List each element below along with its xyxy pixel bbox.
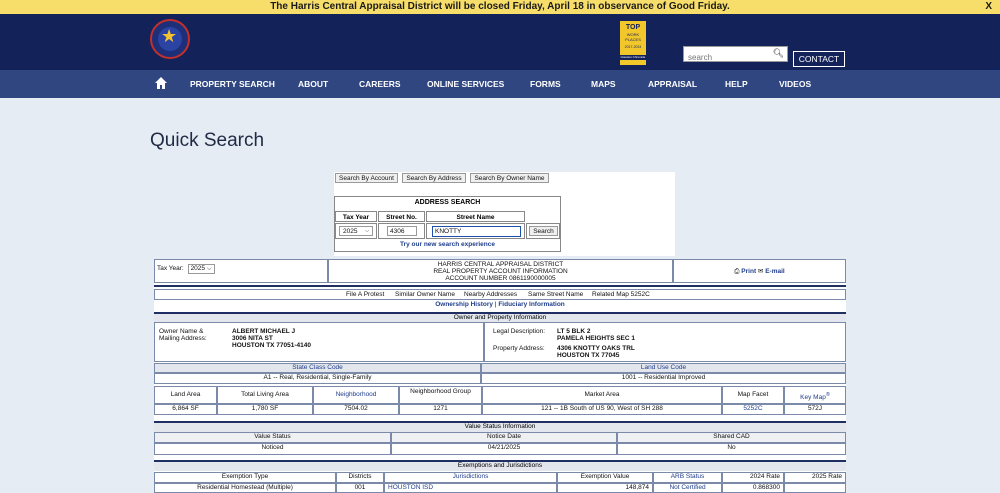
actions-row [154, 289, 846, 300]
search-by-address-button[interactable]: Search By Address [402, 173, 466, 183]
col-exemption-value: Exemption Value [557, 472, 653, 483]
email-link[interactable]: E-mail [765, 268, 785, 275]
address-search-title: ADDRESS SEARCH [414, 199, 481, 206]
owner-address-1: 3006 NITA ST [232, 335, 273, 342]
search-by-account-button[interactable]: Search By Account [335, 173, 398, 183]
link-separator: | [494, 301, 497, 308]
col-neighborhood-group: Neighborhood Group [399, 386, 482, 404]
col-neighborhood[interactable]: Neighborhood [313, 386, 399, 404]
home-icon[interactable] [155, 76, 167, 90]
col-map-facet: Map Facet [722, 386, 784, 404]
exemption-type-value: Residential Homestead (Multiple) [154, 483, 336, 493]
tax-year-select[interactable] [339, 226, 373, 236]
account-report [154, 259, 846, 493]
search-btn-cell [526, 223, 560, 239]
land-area-value: 6,864 SF [154, 404, 217, 415]
street-name-cell [426, 223, 525, 239]
col-street-name: Street Name [426, 211, 525, 222]
map-facet-link[interactable]: 5252C [722, 404, 784, 415]
col-2024-rate: 2024 Rate [722, 472, 784, 483]
search-button[interactable]: Search [529, 226, 558, 236]
report-header-line3: ACCOUNT NUMBER 0861190000005 [445, 275, 556, 282]
search-icon[interactable]: 🔍︎ [772, 48, 784, 58]
neighborhood-group-value: 1271 [399, 404, 482, 415]
tax-year-block [154, 259, 328, 283]
mailing-label: Mailing Address: [159, 335, 207, 342]
related-map-button[interactable]: Related Map 5252C [592, 291, 650, 298]
value-status-section: Value Status Information [154, 421, 846, 432]
nav-forms[interactable]: FORMS [530, 79, 561, 89]
col-tax-year: Tax Year [335, 211, 377, 222]
col-jurisdictions[interactable]: Jurisdictions [384, 472, 557, 483]
land-use-label: Land Use Code [481, 363, 846, 373]
arb-status-link[interactable]: Not Certified [653, 483, 722, 493]
street-name-input[interactable]: KNOTTY [432, 226, 521, 237]
property-address-label: Property Address: [493, 345, 545, 352]
quick-search-form [334, 172, 675, 256]
new-search-link[interactable]: Try our new search experience [399, 241, 496, 248]
report-header-line1: HARRIS CENTRAL APPRAISAL DISTRICT [437, 261, 564, 268]
site-header [0, 14, 1000, 70]
jurisdiction-link[interactable]: HOUSTON ISD [384, 483, 557, 493]
star-icon: ★ [161, 26, 178, 46]
col-districts: Districts [336, 472, 384, 483]
owner-label: Owner Name & [159, 328, 204, 335]
banner-text: The Harris Central Appraisal District will be closed Friday, April 18 in observance of Good Friday. [270, 1, 730, 12]
fiduciary-link[interactable]: Fiduciary Information [498, 301, 565, 308]
nav-about[interactable]: ABOUT [298, 79, 329, 89]
nav-online-services[interactable]: ONLINE SERVICES [427, 79, 505, 89]
col-notice-date: Notice Date [391, 432, 617, 443]
search-input[interactable] [684, 51, 774, 65]
nearby-addresses-button[interactable]: Nearby Addresses [464, 291, 518, 298]
report-header-line2: REAL PROPERTY ACCOUNT INFORMATION [433, 268, 568, 275]
badge-work: WORK PLACES [625, 32, 641, 42]
col-street-no: Street No. [378, 211, 425, 222]
street-no-input[interactable]: 4306 [387, 226, 417, 236]
report-header [328, 259, 673, 283]
owner-name: ALBERT MICHAEL J [232, 328, 296, 335]
col-key-map[interactable] [784, 386, 846, 404]
owner-section-header: Owner and Property Information [154, 312, 846, 322]
divider [154, 285, 846, 287]
land-use-value: 1001 -- Residential Improved [481, 373, 846, 384]
address-search-box [334, 196, 561, 252]
state-class-label: State Class Code [154, 363, 481, 373]
contact-button[interactable]: CONTACT [793, 51, 845, 67]
site-search [683, 46, 788, 62]
value-status-value: Noticed [154, 443, 391, 455]
legal-line-1: LT 5 BLK 2 [557, 328, 591, 335]
tax-year-value: 2025 [343, 228, 358, 235]
same-street-button[interactable]: Same Street Name [528, 291, 584, 298]
owner-block [154, 322, 484, 362]
property-address-2: HOUSTON TX 77045 [557, 352, 620, 359]
printer-icon[interactable]: ⎙ [734, 268, 740, 275]
state-class-value: A1 -- Real, Residential, Single-Family [154, 373, 481, 384]
rate-2025-value [784, 483, 846, 493]
exemptions-section: Exemptions and Jurisdictions [154, 460, 846, 471]
main-nav [0, 70, 1000, 98]
col-market-area: Market Area [482, 386, 722, 404]
market-area-value: 121 -- 1B South of US 90, West of SH 288 [482, 404, 722, 415]
nav-maps[interactable]: MAPS [591, 79, 616, 89]
col-arb-status[interactable]: ARB Status [653, 472, 722, 483]
col-shared-cad: Shared CAD [617, 432, 846, 443]
badge-source: Houston Chronicle [620, 55, 646, 59]
page-title: Quick Search [150, 130, 265, 151]
file-protest-button[interactable]: File A Protest [346, 291, 385, 298]
shared-cad-value: No [617, 443, 846, 455]
tax-year-cell [335, 223, 377, 239]
top-workplaces-badge [620, 21, 646, 65]
col-2025-rate: 2025 Rate [784, 472, 846, 483]
print-email-block [673, 259, 846, 283]
key-map-label: Key Map [800, 394, 826, 402]
report-tax-year-value: 2025 [190, 265, 206, 272]
notice-date-value: 04/21/2025 [391, 443, 617, 455]
nav-appraisal[interactable]: APPRAISAL [648, 79, 698, 89]
districts-value: 001 [336, 483, 384, 493]
hcad-logo[interactable] [150, 19, 190, 59]
nav-help[interactable]: HELP [725, 79, 748, 89]
nav-videos[interactable]: VIDEOS [779, 79, 812, 89]
registered-mark: ® [825, 392, 830, 398]
badge-years: 2017-2024 [624, 45, 642, 49]
report-tax-year-select[interactable]: 2025 ⌵ [188, 264, 215, 274]
chevron-down-icon: ⌵ [365, 228, 369, 234]
neighborhood-value: 7504.02 [313, 404, 399, 415]
close-icon[interactable]: X [985, 1, 992, 12]
street-no-cell [378, 223, 425, 239]
nav-property-search[interactable]: PROPERTY SEARCH [190, 79, 275, 89]
announcement-banner [0, 0, 1000, 14]
exemption-value: 148,874 [557, 483, 653, 493]
history-links [154, 301, 846, 311]
badge-top: TOP [625, 24, 641, 31]
rate-2024-value: 0.868300 [722, 483, 784, 493]
search-by-owner-button[interactable]: Search By Owner Name [470, 173, 549, 183]
col-exemption-type: Exemption Type [154, 472, 336, 483]
col-living-area: Total Living Area [217, 386, 313, 404]
nav-careers[interactable]: CAREERS [359, 79, 401, 89]
legal-block [484, 322, 846, 362]
key-map-value: 572J [784, 404, 846, 415]
col-land-area: Land Area [154, 386, 217, 404]
print-link[interactable]: Print [741, 268, 757, 275]
owner-address-2: HOUSTON TX 77051-4140 [232, 342, 311, 349]
living-area-value: 1,780 SF [217, 404, 313, 415]
tax-year-label: Tax Year: [157, 265, 184, 272]
col-value-status: Value Status [154, 432, 391, 443]
property-address-1: 4306 KNOTTY OAKS TRL [557, 345, 635, 352]
similar-owner-button[interactable]: Similar Owner Name [395, 291, 455, 298]
ownership-history-link[interactable]: Ownership History [435, 301, 493, 308]
legal-line-2: PAMELA HEIGHTS SEC 1 [557, 335, 636, 342]
envelope-icon[interactable]: ✉ [757, 268, 764, 275]
legal-label: Legal Description: [493, 328, 546, 335]
